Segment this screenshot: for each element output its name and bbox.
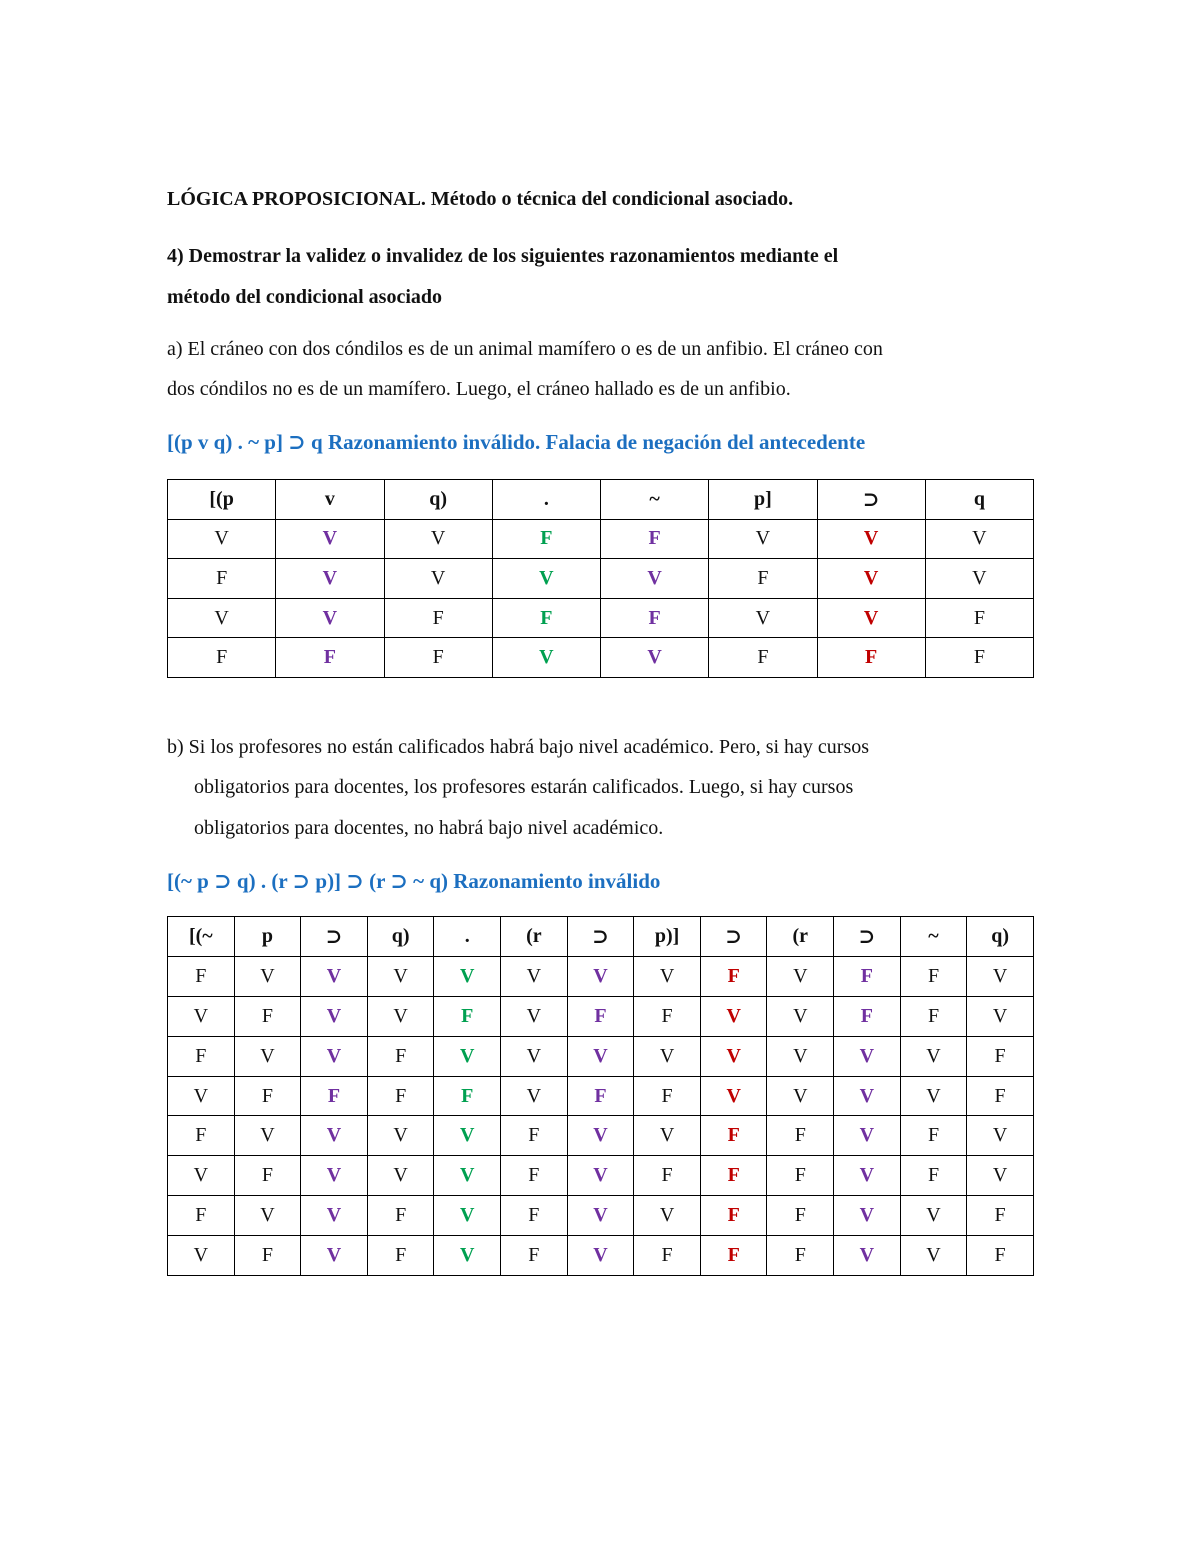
header-cell: q)	[367, 917, 434, 957]
header-cell: ~	[900, 917, 967, 957]
document-title: LÓGICA PROPOSICIONAL. Método o técnica del condicional asociado.	[167, 188, 794, 210]
header-cell: .	[492, 480, 600, 520]
truth-value-cell: F	[168, 1036, 235, 1076]
truth-value-cell: V	[834, 1036, 901, 1076]
truth-value-cell: V	[817, 559, 925, 599]
table-row	[168, 559, 1034, 599]
truth-value-cell: V	[834, 1076, 901, 1116]
table-row	[168, 1116, 1034, 1156]
truth-value-cell: F	[709, 638, 817, 678]
truth-value-cell: F	[767, 1116, 834, 1156]
truth-value-cell: V	[301, 1156, 368, 1196]
truth-value-cell: F	[900, 956, 967, 996]
truth-value-cell: F	[767, 1156, 834, 1196]
header-cell: ⊃	[700, 917, 767, 957]
header-cell: q	[925, 480, 1033, 520]
truth-value-cell: V	[434, 1156, 501, 1196]
truth-value-cell: V	[601, 638, 709, 678]
truth-value-cell: F	[601, 598, 709, 638]
truth-value-cell: F	[501, 1236, 568, 1276]
truth-value-cell: F	[234, 1156, 301, 1196]
truth-value-cell: F	[634, 1076, 701, 1116]
table-row	[168, 1196, 1034, 1236]
truth-value-cell: F	[700, 1196, 767, 1236]
truth-value-cell: F	[501, 1156, 568, 1196]
part-b-text-line-3: obligatorios para docentes, no habrá bajo nivel académico.	[194, 817, 664, 839]
truth-value-cell: V	[634, 1116, 701, 1156]
part-a-text-line-2: dos cóndilos no es de un mamífero. Luego, el cráneo hallado es de un anfibio.	[167, 378, 791, 400]
truth-value-cell: V	[384, 519, 492, 559]
truth-value-cell: F	[276, 638, 384, 678]
truth-value-cell: F	[168, 1196, 235, 1236]
table-row	[168, 996, 1034, 1036]
truth-value-cell: F	[634, 1156, 701, 1196]
truth-value-cell: V	[925, 559, 1033, 599]
truth-value-cell: V	[900, 1196, 967, 1236]
truth-value-cell: V	[168, 1236, 235, 1276]
truth-value-cell: V	[501, 1076, 568, 1116]
truth-value-cell: F	[967, 1076, 1034, 1116]
header-cell: ⊃	[834, 917, 901, 957]
truth-value-cell: V	[817, 519, 925, 559]
table-row	[168, 519, 1034, 559]
truth-value-cell: V	[567, 956, 634, 996]
truth-value-cell: F	[367, 1196, 434, 1236]
truth-value-cell: V	[301, 1236, 368, 1276]
truth-value-cell: V	[434, 1036, 501, 1076]
truth-value-cell: V	[301, 996, 368, 1036]
truth-value-cell: V	[967, 1116, 1034, 1156]
truth-value-cell: V	[384, 559, 492, 599]
truth-value-cell: V	[767, 1036, 834, 1076]
truth-value-cell: V	[434, 1196, 501, 1236]
truth-value-cell: V	[967, 996, 1034, 1036]
truth-value-cell: V	[276, 519, 384, 559]
truth-value-cell: V	[601, 559, 709, 599]
truth-value-cell: V	[276, 559, 384, 599]
truth-value-cell: F	[817, 638, 925, 678]
truth-table-a	[167, 479, 1034, 678]
truth-value-cell: F	[367, 1036, 434, 1076]
header-cell: [(~	[168, 917, 235, 957]
truth-value-cell: V	[967, 956, 1034, 996]
truth-value-cell: F	[367, 1076, 434, 1116]
truth-value-cell: V	[168, 1156, 235, 1196]
truth-value-cell: F	[234, 996, 301, 1036]
header-cell: ⊃	[567, 917, 634, 957]
truth-value-cell: V	[492, 559, 600, 599]
truth-value-cell: V	[501, 996, 568, 1036]
truth-value-cell: F	[967, 1236, 1034, 1276]
truth-value-cell: V	[709, 598, 817, 638]
part-a-text-line-1: a) El cráneo con dos cóndilos es de un animal mamífero o es de un anfibio. El cráneo con	[167, 338, 883, 360]
table-header-row	[168, 480, 1034, 520]
truth-value-cell: F	[501, 1196, 568, 1236]
truth-value-cell: F	[384, 638, 492, 678]
truth-value-cell: V	[700, 1036, 767, 1076]
table-row	[168, 1156, 1034, 1196]
table-row	[168, 1036, 1034, 1076]
truth-value-cell: V	[709, 519, 817, 559]
header-cell: v	[276, 480, 384, 520]
truth-value-cell: V	[168, 1076, 235, 1116]
truth-value-cell: F	[567, 996, 634, 1036]
part-b-text-line-2: obligatorios para docentes, los profesores estarán calificados. Luego, si hay cursos	[194, 776, 854, 798]
truth-value-cell: V	[367, 1156, 434, 1196]
truth-value-cell: V	[301, 956, 368, 996]
truth-value-cell: V	[434, 1236, 501, 1276]
truth-value-cell: F	[301, 1076, 368, 1116]
truth-value-cell: V	[567, 1236, 634, 1276]
truth-value-cell: F	[925, 638, 1033, 678]
truth-value-cell: F	[168, 559, 276, 599]
truth-value-cell: V	[168, 519, 276, 559]
header-cell: ⊃	[817, 480, 925, 520]
truth-value-cell: F	[967, 1196, 1034, 1236]
truth-value-cell: V	[501, 1036, 568, 1076]
table-row	[168, 1236, 1034, 1276]
truth-value-cell: V	[767, 956, 834, 996]
header-cell: p)]	[634, 917, 701, 957]
truth-value-cell: F	[767, 1196, 834, 1236]
truth-value-cell: F	[367, 1236, 434, 1276]
truth-value-cell: V	[900, 1236, 967, 1276]
truth-value-cell: F	[700, 956, 767, 996]
table-row	[168, 598, 1034, 638]
table-row	[168, 956, 1034, 996]
truth-value-cell: F	[434, 1076, 501, 1116]
truth-value-cell: F	[168, 1116, 235, 1156]
part-b-text-line-1: b) Si los profesores no están calificados habrá bajo nivel académico. Pero, si hay cursos	[167, 736, 870, 758]
exercise-statement-line-2: método del condicional asociado	[167, 286, 443, 308]
header-cell: [(p	[168, 480, 276, 520]
truth-table-b	[167, 916, 1034, 1276]
truth-value-cell: F	[601, 519, 709, 559]
header-cell: ⊃	[301, 917, 368, 957]
truth-value-cell: V	[700, 996, 767, 1036]
truth-value-cell: V	[434, 1116, 501, 1156]
truth-value-cell: V	[967, 1156, 1034, 1196]
truth-value-cell: F	[634, 996, 701, 1036]
truth-value-cell: F	[492, 598, 600, 638]
truth-value-cell: F	[567, 1076, 634, 1116]
header-cell: (r	[501, 917, 568, 957]
truth-value-cell: V	[634, 1196, 701, 1236]
header-cell: p]	[709, 480, 817, 520]
truth-value-cell: V	[767, 996, 834, 1036]
truth-value-cell: V	[234, 956, 301, 996]
truth-value-cell: F	[700, 1116, 767, 1156]
truth-value-cell: V	[700, 1076, 767, 1116]
truth-value-cell: V	[634, 956, 701, 996]
truth-value-cell: V	[900, 1076, 967, 1116]
truth-value-cell: F	[709, 559, 817, 599]
truth-value-cell: F	[234, 1236, 301, 1276]
truth-value-cell: V	[301, 1196, 368, 1236]
truth-value-cell: V	[367, 996, 434, 1036]
truth-value-cell: F	[168, 638, 276, 678]
truth-value-cell: V	[301, 1036, 368, 1076]
truth-value-cell: V	[817, 598, 925, 638]
truth-value-cell: V	[834, 1236, 901, 1276]
truth-value-cell: F	[168, 956, 235, 996]
truth-value-cell: F	[234, 1076, 301, 1116]
truth-value-cell: F	[634, 1236, 701, 1276]
truth-value-cell: V	[234, 1196, 301, 1236]
truth-value-cell: V	[234, 1036, 301, 1076]
truth-value-cell: V	[834, 1156, 901, 1196]
part-a-formula: [(p v q) . ~ p] ⊃ q Razonamiento inválido. Falacia de negación del antecedente	[167, 430, 866, 454]
truth-value-cell: V	[434, 956, 501, 996]
truth-value-cell: V	[767, 1076, 834, 1116]
truth-value-cell: F	[900, 996, 967, 1036]
header-cell: q)	[967, 917, 1034, 957]
header-cell: (r	[767, 917, 834, 957]
truth-value-cell: V	[492, 638, 600, 678]
truth-value-cell: V	[367, 1116, 434, 1156]
header-cell: .	[434, 917, 501, 957]
exercise-statement-line-1: 4) Demostrar la validez o invalidez de los siguientes razonamientos mediante el	[167, 245, 839, 267]
header-cell: ~	[601, 480, 709, 520]
truth-value-cell: F	[900, 1116, 967, 1156]
truth-value-cell: F	[700, 1156, 767, 1196]
truth-value-cell: V	[567, 1116, 634, 1156]
truth-value-cell: V	[276, 598, 384, 638]
truth-value-cell: F	[834, 996, 901, 1036]
truth-value-cell: V	[234, 1116, 301, 1156]
truth-value-cell: V	[634, 1036, 701, 1076]
truth-value-cell: F	[767, 1236, 834, 1276]
part-b-formula: [(~ p ⊃ q) . (r ⊃ p)] ⊃ (r ⊃ ~ q) Razonamiento inválido	[167, 869, 661, 893]
truth-value-cell: V	[834, 1196, 901, 1236]
truth-value-cell: V	[925, 519, 1033, 559]
truth-value-cell: V	[567, 1156, 634, 1196]
truth-value-cell: F	[434, 996, 501, 1036]
truth-value-cell: F	[900, 1156, 967, 1196]
truth-value-cell: F	[700, 1236, 767, 1276]
truth-value-cell: V	[834, 1116, 901, 1156]
table-row	[168, 1076, 1034, 1116]
truth-value-cell: F	[492, 519, 600, 559]
truth-value-cell: V	[567, 1036, 634, 1076]
truth-value-cell: F	[967, 1036, 1034, 1076]
truth-value-cell: V	[567, 1196, 634, 1236]
table-row	[168, 638, 1034, 678]
truth-value-cell: F	[501, 1116, 568, 1156]
truth-value-cell: V	[367, 956, 434, 996]
table-header-row	[168, 917, 1034, 957]
truth-value-cell: V	[900, 1036, 967, 1076]
truth-value-cell: V	[501, 956, 568, 996]
header-cell: q)	[384, 480, 492, 520]
truth-value-cell: F	[384, 598, 492, 638]
truth-value-cell: F	[834, 956, 901, 996]
truth-value-cell: V	[301, 1116, 368, 1156]
truth-value-cell: F	[925, 598, 1033, 638]
truth-value-cell: V	[168, 996, 235, 1036]
truth-value-cell: V	[168, 598, 276, 638]
header-cell: p	[234, 917, 301, 957]
